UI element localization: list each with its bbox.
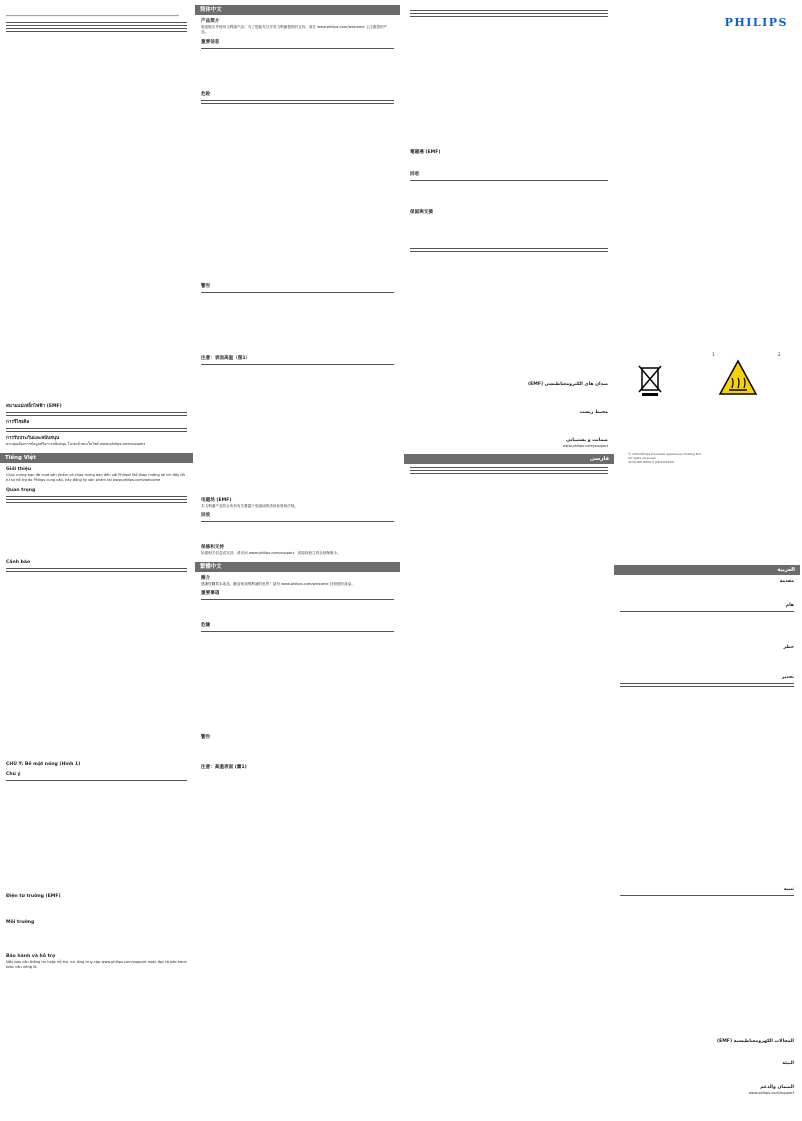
ar-warranty-title: الضمان والدعم xyxy=(760,1085,794,1090)
column-chinese xyxy=(195,0,400,1121)
zh-cn-danger-title: 危险 xyxy=(201,91,211,97)
thai-emf-title: สนามแม่เหล็กไฟฟ้า (EMF) xyxy=(6,404,62,410)
zh-cn-important-title: 重要信息 xyxy=(201,39,220,45)
thai-warranty-text: หากคุณต้องการข้อมูลหรือการสนับสนุน โปรดเข้าชมเว็บไซต์ www.philips.com/support xyxy=(6,442,146,447)
zh-cn-emf-text: 本飞利浦产品符合所有有关暴露于电磁场的适用标准和法规。 xyxy=(201,503,299,508)
vi-warranty-title: Bảo hành và hỗ trợ xyxy=(6,953,56,959)
zh-tw-emf-title: 電磁場 (EMF) xyxy=(410,150,441,155)
legal-text xyxy=(628,452,702,464)
zh-tw-important-title: 重要事項 xyxy=(201,591,220,597)
zh-tw-warranty-title: 保固與支援 xyxy=(410,210,433,215)
zh-cn-warranty-text: 如需相关信息或支持，请访问 www.philips.com/support，或阅读独立的全球保修卡。 xyxy=(201,551,341,556)
vi-env-title: Môi trường xyxy=(6,919,35,925)
ar-danger-title: خطر xyxy=(783,645,794,650)
zh-cn-intro-title: 产品简介 xyxy=(201,19,220,24)
vi-important-title: Quan trọng xyxy=(6,487,36,493)
zh-cn-intro-text: 欢迎购买并使用飞利浦产品！为了您能充分享受飞利浦提供的支持，请在 www.philips.com/welcome 上注册您的产品。 xyxy=(201,25,388,35)
ar-support-link: www.philips.com/support xyxy=(748,1091,794,1095)
zh-cn-warranty-title: 保修和支持 xyxy=(201,545,224,551)
thai-warranty-title: การรับประกันและสนับสนุน xyxy=(6,436,60,442)
zh-cn-emf-title: 电磁场 (EMF) xyxy=(201,497,232,503)
rights: All rights reserved. xyxy=(628,456,657,460)
ar-warning-title: تحذير xyxy=(781,675,794,680)
zh-tw-danger-title: 危險 xyxy=(201,623,211,629)
vi-safety-body xyxy=(6,568,187,758)
arabic-section xyxy=(612,560,802,1121)
figure-number-1: 1 xyxy=(712,352,715,357)
vietnamese-banner: Tiếng Việt xyxy=(0,453,193,463)
fa-warranty-title: ضمانت و پشتیبانی xyxy=(565,438,608,443)
vi-safety-title: Cảnh báo xyxy=(6,559,31,565)
vi-warranty-text: Nếu bạn cần thông tin hoặc hỗ trợ, vui lòng truy cập www.philips.com/support hoặc đọc tờ bảo hành toàn cầu riêng lẻ. xyxy=(6,959,187,970)
ar-important-title: هام xyxy=(785,603,794,608)
zh-tw-intro-title: 簡介 xyxy=(201,575,211,581)
vi-emf-title: Điện từ trường (EMF) xyxy=(6,893,61,899)
figure-icons xyxy=(622,352,792,416)
zh-tw-caution-title: 注意：高溫表面 (圖1) xyxy=(201,765,247,771)
ar-emf-title: المجالات الكهرومغناطيسية (EMF) xyxy=(716,1039,794,1044)
document-code: 4239.000.8959.3 (28/10/2020) xyxy=(628,460,675,464)
fa-emf-title: میدان های الکترومغناطیسی (EMF) xyxy=(528,382,608,387)
thai-body-text: ━━━━━━━━━━━━━━━━━━━━━━━━━━━━━━━━━━━━━━━━━━━━━━━━━━━━━━━━━━━━━━━━━━━━━━━━━━━━━━━━ xyxy=(6,14,180,18)
ar-caution-title: تنبيه xyxy=(783,887,794,892)
vi-caution-title: Chú ý xyxy=(6,771,21,777)
hot-surface-warning-icon xyxy=(718,358,758,398)
zh-tw-banner: 繁體中文 xyxy=(195,562,400,572)
fa-env-title: محیط زیست xyxy=(579,410,608,415)
fa-support-link: www.philips.com/support xyxy=(562,444,608,448)
persian-banner: فارسی xyxy=(404,454,614,464)
zh-tw-warning-title: 警告 xyxy=(201,735,211,741)
zh-tw-intro-text: 感謝您購買本產品，歡迎來到飛利浦的世界！請至 www.philips.com/welcome 註冊您的產品。 xyxy=(201,581,355,586)
vi-caution-body xyxy=(6,780,187,890)
thai-env-title: การรีไซเคิล xyxy=(6,420,30,426)
zh-cn-warning-title: 警告 xyxy=(201,283,211,289)
zh-tw-env-title: 回收 xyxy=(410,172,420,177)
ar-intro-title: مقدمة xyxy=(779,579,794,584)
vi-intro-title: Giới thiệu xyxy=(6,466,32,472)
zh-cn-caution-title: 注意：表面高温（图1） xyxy=(201,355,251,361)
column-thai-vietnamese xyxy=(0,0,193,1121)
recycle-bin-icon xyxy=(630,358,670,398)
arabic-banner: العربية xyxy=(614,565,800,575)
vi-intro-text: Chúc mừng bạn đã mua sản phẩm và chào mừng bạn đến với Philips! Để được hưởng lợi ích đầy đủ từ sự hỗ trợ do Philips cung cấp, hãy đăng ký sản phẩm tại www.philips.com/welcome xyxy=(6,472,185,483)
thai-paragraphs xyxy=(6,20,187,400)
zh-cn-env-title: 回收 xyxy=(201,513,211,519)
copyright: © 2020 Philips Domestic Appliances Holding B.V. xyxy=(628,452,702,456)
vi-important-body xyxy=(6,496,187,556)
philips-logo: PHILIPS xyxy=(724,16,788,29)
figure-number-2: 2 xyxy=(778,352,781,357)
zh-cn-banner: 简体中文 xyxy=(195,5,400,15)
ar-env-title: البيئة xyxy=(782,1061,794,1066)
vi-note-title: CHÚ Ý: Bề mặt nóng (Hình 1) xyxy=(6,761,81,767)
column-traditional-persian xyxy=(404,0,614,1121)
